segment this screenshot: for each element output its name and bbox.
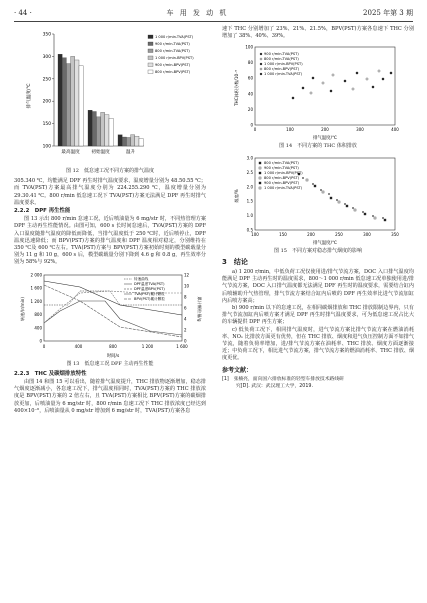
fig15-xtick: 250 (335, 231, 343, 237)
fig14-xtick: 300 (356, 127, 364, 133)
fig14-ytick: 60 (247, 76, 253, 82)
fig14-point (356, 72, 358, 74)
fig14-point (302, 87, 304, 89)
fig15-point (338, 201, 340, 203)
figure-14-caption: 图 14 不同方案的 THC 体积排放 (279, 143, 357, 150)
references-title: 参考文献： (222, 366, 253, 374)
fig14-ytick: 40 (247, 91, 253, 97)
header-rule (14, 21, 413, 22)
left-paragraph-3: 由图 14 和图 15 可以看出，随着排气温度提升，THC 排放物逐渐增加，稳态排气烟度逐渐减小，各怠速工况下，排气温度相同时，TVA(PST)方案的 THC 排放浓度是 BPV(PST)方案的 2 倍左右，且 TVA(PST)方案相比 BPV(PST)方案的碳烟排放更加，后喷油量为 6 mg/str 时，800 r/min 怠速工况下 THC 排放浓度已经达到 400×10⁻⁶，后喷油量从 0 mg/str 增加到 6 mg/str 时，TVA(PST)方案各怠 (14, 379, 206, 414)
fig13-legend-entry: DPF温度BPV(PST) (134, 286, 165, 291)
fig13-legend-entry: TVA(PST)累计颗粒 (134, 291, 165, 296)
fig13-ytick-left: 0 (39, 338, 42, 344)
fig15-point (314, 185, 316, 187)
fig15-point (320, 189, 322, 191)
fig12-bar (62, 58, 66, 146)
fig14-point (372, 86, 374, 88)
fig14-legend-entry: 800 r/min-BPV(PST) (264, 67, 300, 72)
fig13-ytick-left: 1 200 (30, 298, 42, 304)
fig13-xtick: 400 (74, 343, 83, 349)
section-3-conclusion: 3 结论 (222, 257, 248, 266)
fig15-point (362, 211, 364, 213)
fig12-category-label: 最高温度 (61, 150, 80, 155)
fig14-ytick: 100 (245, 44, 253, 50)
conclusion-a: a) 1 200 r/min，中低负荷工况仅使用进/排气节流方案，DOC 入口排气温度均能满足 DPF 主动再生时的温度需求，800～1 000 r/min 低怠速工况单独使用进/排气节流方案，DOC 入口排气温度都无法满足 DPF 再生时的温度要求，需要结合缸内后喷辅助升气热管理，排气节流方案结合缸内后喷的 DPF 再生效率比进气节流加缸内后喷方案高； (222, 269, 414, 304)
fig15-ytick: 1.5 (246, 198, 253, 204)
fig13-ylabel-right: 累计颗粒量/g (197, 296, 202, 322)
fig14-xtick: 400 (391, 127, 399, 133)
fig13-xtick: 800 (109, 343, 117, 349)
fig15-ytick: 1.0 (246, 212, 253, 218)
figure-15-caption: 图 15 不同方案对稳态排气烟度的影响 (274, 247, 362, 254)
fig15-point (322, 191, 324, 193)
fig14-ylabel: THC体积分数/10⁻⁶ (234, 70, 239, 107)
fig13-ytick-right: 8 (184, 294, 187, 300)
fig12-bar (105, 115, 109, 146)
fig15-xtick: 100 (251, 231, 259, 237)
journal-title: 车 用 发 动 机 (166, 9, 229, 17)
fig14-point (344, 80, 346, 82)
fig12-ytick: 150 (42, 122, 51, 128)
fig14-point (312, 77, 314, 79)
fig15-point (344, 203, 346, 205)
fig15-point (372, 215, 374, 217)
fig14-point (332, 74, 334, 76)
fig15-point (352, 207, 354, 209)
fig14-xtick: 200 (321, 127, 329, 133)
fig13-ytick-right: 4 (184, 316, 187, 322)
fig13-ytick-right: 2 (184, 327, 187, 333)
fig15-xlabel: 排气温度/℃ (313, 240, 337, 246)
fig12-bar (75, 60, 79, 146)
fig12-legend-entry: 1 000 r/min-BPV(PST) (155, 56, 194, 60)
fig14-point (352, 88, 354, 90)
fig15-point (346, 205, 348, 207)
reference-1-line-2: 究[D]. 武汉：武汉理工大学，2019. (236, 383, 313, 389)
fig13-legend-entry: BPV(PST)累计颗粒 (134, 296, 165, 301)
fig14-legend-entry: 1 000 r/min-BPV(PST) (264, 62, 303, 67)
fig13-xtick: 1 600 (176, 343, 188, 349)
fig13-xlabel: 时间/s (106, 353, 120, 359)
fig12-bar (79, 66, 83, 146)
fig15-point (302, 177, 304, 179)
fig13-ytick-left: 400 (34, 324, 42, 330)
fig13-xtick: 0 (42, 343, 46, 349)
fig12-bar (58, 54, 62, 146)
fig12-bar (135, 136, 139, 146)
fig12-legend-entry: 900 r/min-BPV(PST) (155, 63, 191, 67)
fig12-ylabel: 排气温度/℃ (27, 83, 32, 109)
fig14-point (330, 90, 332, 92)
fig13-ytick-left: 800 (34, 311, 42, 317)
fig12-ytick: 250 (42, 77, 51, 83)
reference-1-line-1: [1] 张楠亮，面向国六排放标准的轻型车排放技术路线研 (222, 376, 344, 382)
fig12-bar (101, 112, 105, 146)
fig14-point (378, 70, 380, 72)
fig12-bar (122, 137, 126, 146)
fig14-ytick: 80 (247, 60, 253, 66)
fig13-ylabel-left: 转速/(r/min) (20, 296, 25, 321)
fig12-bar (96, 117, 100, 146)
fig12-ytick: 200 (42, 99, 51, 105)
fig15-point (374, 217, 376, 219)
issue-label: 2025 年第 3 期 (363, 9, 413, 17)
fig12-legend-entry: 800 r/min-BPV(PST) (155, 70, 191, 74)
right-column (222, 26, 414, 390)
fig13-ytick-right: 0 (184, 338, 187, 344)
fig15-legend-entry: 900 r/min-BPV(PST) (264, 180, 300, 185)
fig15-legend-entry: 900 r/min-TVA(PST) (264, 165, 299, 170)
fig14-xtick: 100 (286, 127, 294, 133)
page-number: · 44 · (14, 9, 32, 17)
fig15-xtick: 350 (391, 231, 399, 237)
fig14-point (366, 78, 368, 80)
fig12-bar (88, 110, 92, 146)
fig15-point (306, 179, 308, 181)
fig12-legend-entry: 1 000 r/min-TVA(PST) (155, 35, 194, 39)
fig15-point (354, 209, 356, 211)
fig14-point (322, 82, 324, 84)
fig15-ylabel: 烟度/% (234, 188, 239, 203)
fig13-xtick: 1 200 (141, 343, 154, 349)
fig12-category-label: 初始温度 (91, 150, 110, 155)
fig15-legend-entry: 800 r/min-TVA(PST) (264, 160, 299, 165)
fig15-point (384, 219, 386, 221)
fig15-ytick: 2.0 (246, 183, 253, 189)
fig15-ytick: 2.5 (246, 169, 253, 175)
fig15-point (328, 193, 330, 195)
figure-12-caption: 图 12 低怠速工况不同方案的排气温度 (66, 168, 154, 174)
fig15-legend-entry: 800 r/min-BPV(PST) (264, 175, 300, 180)
fig12-legend-entry: 800 r/min-TVA(PST) (155, 49, 190, 53)
fig15-xtick: 300 (363, 231, 371, 237)
fig14-point (310, 92, 312, 94)
fig15-point (336, 199, 338, 201)
fig14-point (382, 78, 384, 80)
left-paragraph-1: 305.340 ℃，均能满足 DPF 再生时排气温度要求，温度增量分别为 48.50.55 ℃；而 TVA(PST)方案最高排气温度分别为 224.255.290 ℃，温度增量分别为 29.30.41 ℃。800 r/min 低怠速工况下 TVA(PST)方案无法满足 DPF 再生时排气温度要求。 (14, 178, 206, 206)
fig12-category-label: 温升 (125, 150, 136, 155)
fig12-bar (92, 112, 96, 146)
fig14-point (292, 97, 294, 99)
fig15-legend-entry: 1 000 r/min-BPV(PST) (264, 170, 303, 175)
fig15-point (330, 197, 332, 199)
fig12-legend-entry: 900 r/min-TVA(PST) (155, 42, 190, 46)
fig14-ytick: 20 (247, 107, 253, 113)
fig12-ytick: 300 (42, 54, 51, 60)
fig13-ytick-left: 2 000 (30, 272, 42, 278)
figure-12-bar-chart (24, 26, 196, 166)
section-2-2-2: 2.2.2 DPF 再生性能 (14, 208, 71, 215)
fig15-point (364, 213, 366, 215)
fig14-legend-entry: 1 000 r/min-TVA(PST) (264, 72, 303, 77)
fig12-bar (66, 64, 70, 146)
fig15-xtick: 150 (279, 231, 287, 237)
fig14-xtick: 0 (253, 127, 257, 133)
fig12-bar (126, 137, 130, 146)
fig13-ytick-right: 6 (184, 305, 187, 311)
section-2-2-3: 2.2.3 THC 及碳烟排放特性 (14, 370, 87, 377)
fig13-legend-entry: DPF温度TVA(PST) (134, 281, 165, 286)
fig14-xlabel: 排气温度/℃ (313, 136, 337, 142)
conclusion-c: c) 低负荷工况下，相同排气温度时，进气节流方案比排气节流方案在燃油消耗率、NOₓ 比排放方面更有优势，但在 THC 排放、烟度和进气负压控制方面不如排气节流，随着负荷率增加，进/排气节流方案在油耗率、THC 排放、烟度方面逐渐接近；中负荷工况下，相比进气节流方案，排气节流方案的燃油消耗率、THC 排放、烟度更优。 (222, 326, 414, 362)
conclusion-b: b) 900 r/min 以下的怠速工况，在相同碳烟排放和 THC 排放限制边界内，只有排气节流加缸内后喷方案才满足 DPF 再生时排气温度要求，可为低怠速工况占比大的车辆提供 DPF 再生方案； (222, 305, 414, 326)
figure-13-regeneration-chart (20, 271, 200, 359)
fig13-ytick-right: 10 (184, 283, 190, 289)
fig13-ytick-left: 1 600 (30, 285, 42, 291)
fig12-bar (71, 56, 75, 146)
fig14-ytick: 0 (250, 122, 253, 128)
figure-14-thc-chart (233, 43, 403, 141)
right-paragraph-1: 速下 THC 分别增加了 23%、21%、21.5%，BPV(PST)方案各怠速下 THC 分别增加了 38%、40%、39%。 (222, 26, 414, 40)
fig12-ytick: 350 (42, 32, 51, 38)
running-header (14, 6, 413, 20)
fig12-ytick: 100 (42, 144, 51, 150)
fig15-point (382, 217, 384, 219)
fig12-bar (131, 135, 135, 146)
fig12-bar (109, 118, 113, 146)
left-column (14, 26, 206, 415)
fig15-legend-entry: 1 000 r/min-TVA(PST) (264, 185, 303, 190)
figure-15-smoke-chart (233, 154, 403, 246)
fig13-ytick-right: 12 (184, 272, 190, 278)
fig12-bar (139, 138, 143, 146)
fig15-ytick: 3.0 (246, 155, 253, 161)
left-paragraph-2: 图 13 示出 800 r/min 怠速工况，近后喷油量为 6 mg/str 时，不同热管理方案 DPF 主动再生性能情况。由图可知，600 s 长时间怠速后，TVA(PST)方案的 DPF 入口温度随排气温度的降低而降低，当排气温度低于 250 ℃时，近后喷停止，DPF 温度迅速降低；而 BPV(PST)方案的排气温度和 DPF 温度相对稳定，分别维持在 350 ℃及 600 ℃左右。TVA(PST)方案与 BPV(PST)方案初始时刻的模型碳载量分别为 11 g 和 10 g，600 s 后，模型碳载量分别下降到 4.6 g 和 0.8 g，再生效率分别为 58%与 92%。 (14, 216, 206, 266)
fig13-legend-entry: 转速曲线 (134, 276, 149, 281)
fig14-legend-entry: 900 r/min-TVA(PST) (264, 52, 299, 57)
fig13-tva-dpf-temp (44, 301, 182, 335)
fig15-xtick: 200 (307, 231, 315, 237)
fig15-point (312, 183, 314, 185)
fig15-ytick: 0.5 (246, 227, 253, 233)
fig12-bar (118, 135, 122, 146)
fig14-legend-entry: 800 r/min-TVA(PST) (264, 57, 299, 62)
fig14-point (390, 72, 392, 74)
figure-13-caption: 图 13 低怠速工况 DPF 主动再生性能 (66, 360, 154, 367)
